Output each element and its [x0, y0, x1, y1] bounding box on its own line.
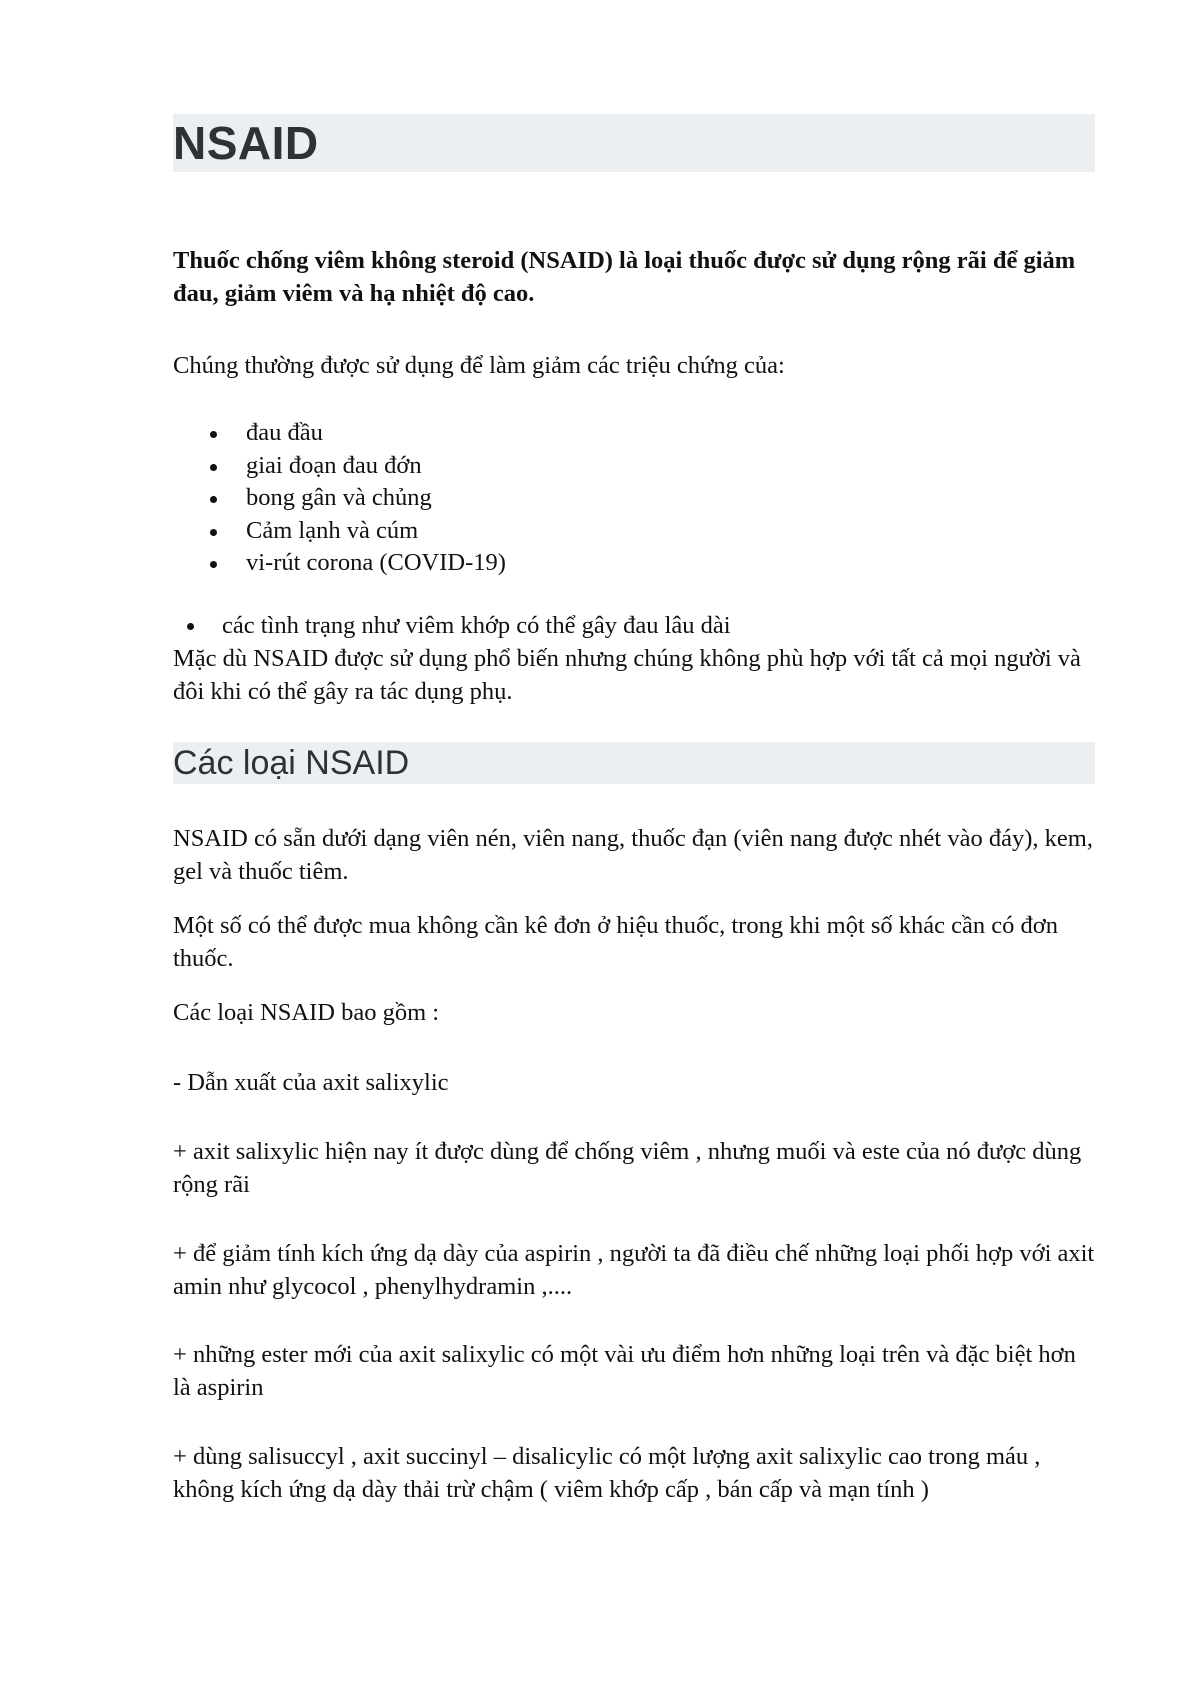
list-item: Cảm lạnh và cúm: [173, 515, 506, 548]
paragraph-salicylic-acid: + axit salixylic hiện nay ít được dùng để chống viêm , nhưng muối và este của nó được dùng rộng rãi: [173, 1138, 1082, 1198]
paragraph-prescription: Một số có thể được mua không cần kê đơn ở hiệu thuốc, trong khi một số khác cần có đơn thuốc.: [173, 912, 1058, 972]
paragraph-salisuccyl: + dùng salisuccyl , axit succinyl – disalicylic có một lượng axit salixylic cao trong máu , không kích ứng dạ dày thải trừ chậm ( viêm khớp cấp , bán cấp và mạn tính ): [173, 1443, 1041, 1503]
list-item-extra: các tình trạng như viêm khớp có thể gây đau lâu dài: [173, 609, 731, 642]
caution-paragraph: Mặc dù NSAID được sử dụng phổ biến nhưng chúng không phù hợp với tất cả mọi người và đôi khi có thể gây ra tác dụng phụ.: [173, 645, 1081, 705]
paragraph-new-esters: + những ester mới của axit salixylic có một vài ưu điểm hơn những loại trên và đặc biệt hơn là aspirin: [173, 1341, 1076, 1401]
paragraph-aspirin-combination: + để giảm tính kích ứng dạ dày của aspirin , người ta đã điều chế những loại phối hợp với axit amin như glycocol , phenylhydramin ,....: [173, 1240, 1095, 1300]
symptoms-intro: Chúng thường được sử dụng để làm giảm các triệu chứng của:: [173, 352, 785, 379]
list-item: đau đầu: [173, 417, 506, 450]
list-item: giai đoạn đau đớn: [173, 450, 506, 483]
paragraph-salicylic-derivatives: - Dẫn xuất của axit salixylic: [173, 1069, 449, 1096]
list-item: bong gân và chủng: [173, 482, 506, 515]
intro-paragraph: Thuốc chống viêm không steroid (NSAID) là loại thuốc được sử dụng rộng rãi để giảm đau, giảm viêm và hạ nhiệt độ cao.: [173, 247, 1076, 307]
list-item: vi-rút corona (COVID-19): [173, 547, 506, 580]
page-title: NSAID: [173, 117, 319, 169]
symptom-list: [173, 417, 506, 580]
paragraph-types-intro: Các loại NSAID bao gồm :: [173, 999, 440, 1026]
section-heading: Các loại NSAID: [173, 744, 410, 782]
paragraph-forms: NSAID có sẵn dưới dạng viên nén, viên nang, thuốc đạn (viên nang được nhét vào đáy), kem, gel và thuốc tiêm.: [173, 825, 1093, 885]
